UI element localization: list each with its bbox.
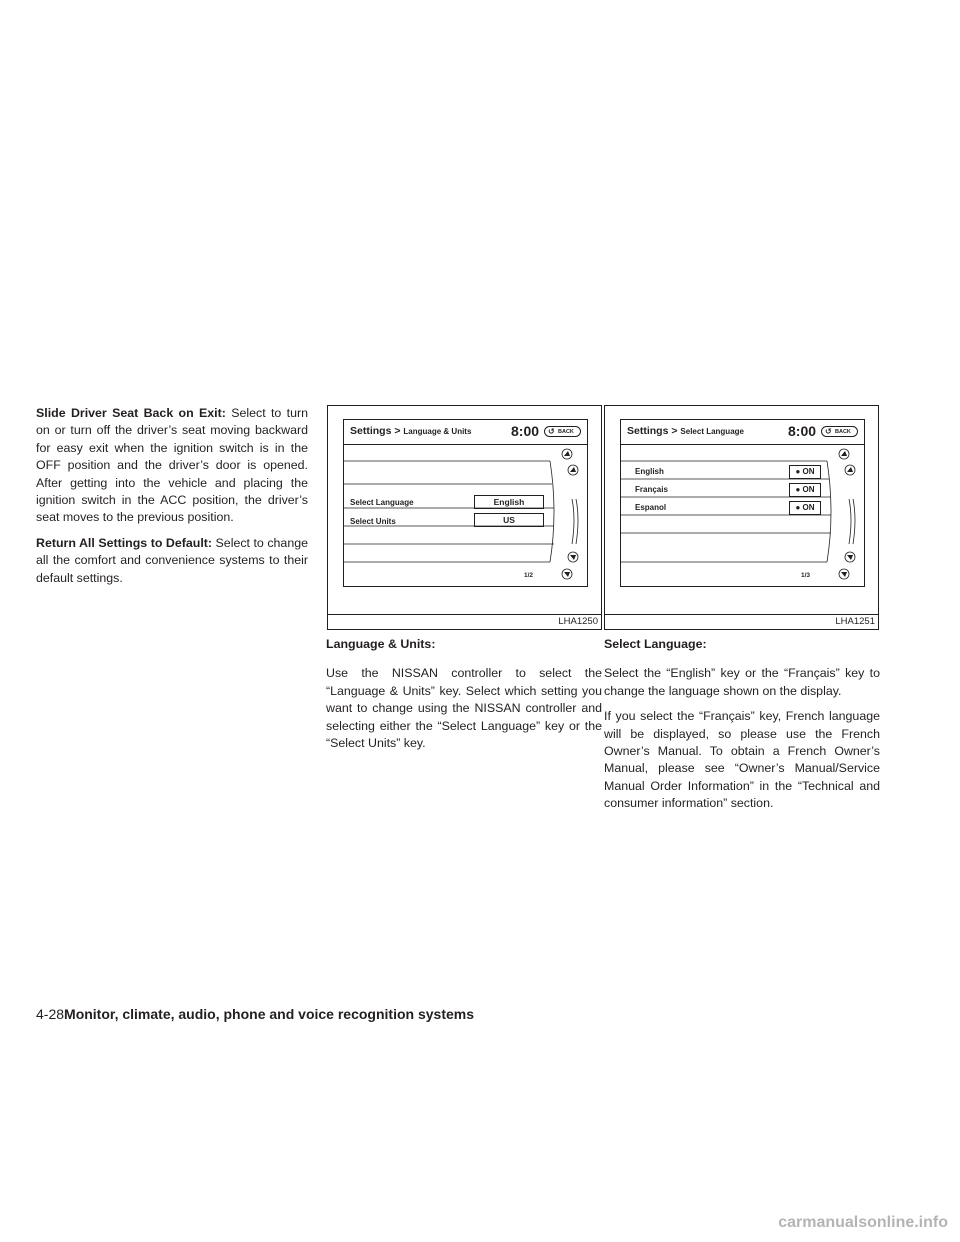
page-footer [36, 1006, 474, 1022]
display-screen [620, 419, 865, 587]
on-indicator-francais[interactable]: ● ON [789, 483, 821, 497]
middle-column [326, 628, 602, 760]
back-button[interactable] [544, 426, 581, 437]
row-label-select-units: Select Units [350, 517, 396, 526]
value-box-language[interactable]: English [474, 495, 544, 509]
page-indicator: 1/2 [524, 572, 534, 579]
back-arrow-icon: ↺ [825, 427, 832, 436]
paragraph-language-units: Use the NISSAN controller to select the “Language & Units” key. Select which setting you want to change using the NISSAN controller and selecting either the “Select Language” key or the “Select Units” key. [326, 666, 602, 751]
page-number: 4-28 [36, 1006, 65, 1022]
figure-code-divider [605, 614, 878, 615]
page-indicator: 1/3 [801, 572, 811, 579]
section-title: Monitor, climate, audio, phone and voice recognition systems [64, 1006, 474, 1022]
menu-frame-lines [344, 444, 588, 587]
back-button[interactable] [821, 426, 858, 437]
back-label: BACK [558, 429, 574, 435]
on-indicator-english[interactable]: ● ON [789, 465, 821, 479]
screen-subtitle: Select Language [680, 427, 744, 436]
on-indicator-espanol[interactable]: ● ON [789, 501, 821, 515]
section-heading-select-language: Select Language: [604, 637, 707, 651]
paragraph-label: Slide Driver Seat Back on Exit: [36, 406, 226, 420]
row-label-select-language: Select Language [350, 498, 414, 507]
section-heading-language-units: Language & Units: [326, 637, 436, 651]
paragraph-select-language-1: Select the “English” key or the “Français” key to change the language shown on the display. [604, 666, 880, 698]
screen-clock: 8:00 [511, 423, 540, 439]
watermark: carmanualsonline.info [778, 1214, 948, 1231]
screen-title: Settings > Select Language [627, 425, 744, 437]
figure-code: LHA1250 [558, 616, 598, 627]
back-label: BACK [835, 429, 851, 435]
row-label-espanol: Espanol [635, 503, 667, 512]
display-screen [343, 419, 588, 587]
menu-frame-lines [621, 444, 865, 587]
row-label-francais: Français [635, 485, 668, 494]
paragraph-text: Select to change all the comfort and convenience systems to their default settings. [36, 535, 308, 585]
value-box-units[interactable]: US [474, 513, 544, 527]
paragraph-return-defaults [36, 535, 308, 587]
paragraph-label: Return All Settings to Default: [36, 535, 213, 550]
row-label-english: English [635, 467, 664, 476]
figure-code-divider [328, 614, 601, 615]
right-column [604, 628, 880, 821]
back-arrow-icon: ↺ [548, 427, 555, 436]
figure-language-units [327, 405, 602, 630]
paragraph-slide-seat [36, 405, 308, 527]
paragraph-select-language-2: If you select the “Français” key, French language will be displayed, so please use the French Owner’s Manual. To obtain a French Owner’s Manual, please see “Owner’s Manual/Service Manual Order Information” in the “Technical and consumer information” section. [604, 709, 880, 811]
screen-subtitle: Language & Units [403, 427, 472, 436]
figure-code: LHA1251 [835, 616, 875, 627]
paragraph-text: Select to turn on or turn off the driver’s seat moving backward for easy exit when the ignition switch is in the OFF position and the driver’s door is opened. After getting into the vehicle and placing the ignition switch in the ACC position, the driver’s seat moves to the previous position. [36, 406, 309, 525]
figure-select-language [604, 405, 879, 630]
screen-clock: 8:00 [788, 423, 817, 439]
left-column [36, 405, 308, 595]
screen-title: Settings > Language & Units [350, 425, 472, 437]
